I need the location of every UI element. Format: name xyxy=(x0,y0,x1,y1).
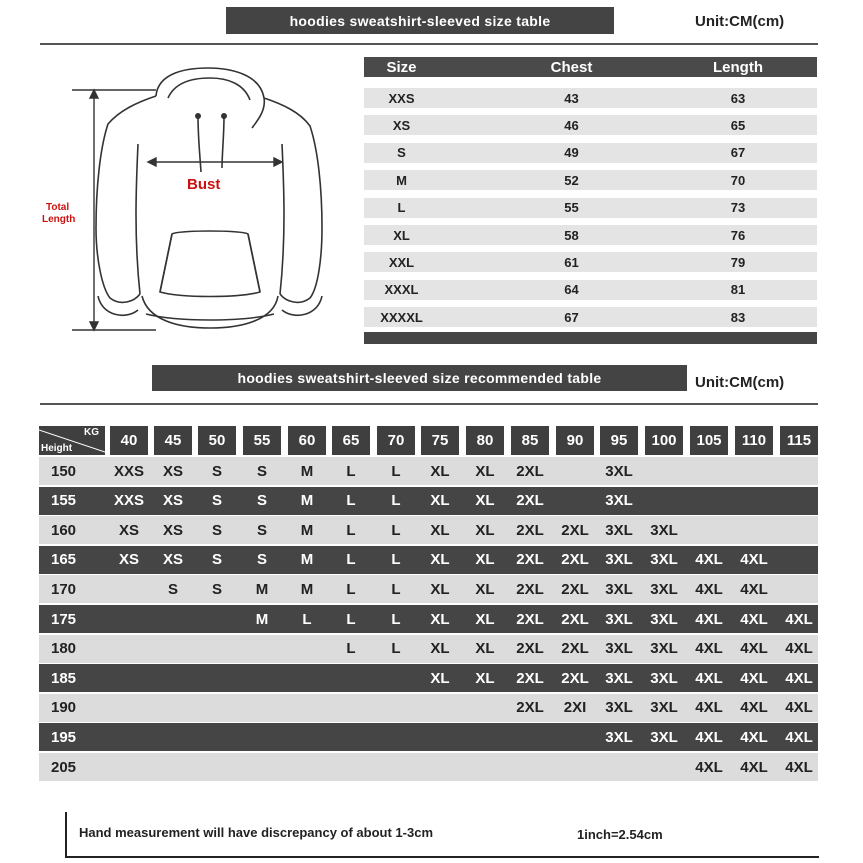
weight-header-cell: 100 xyxy=(645,426,683,455)
size-recommendation-cell xyxy=(194,723,240,751)
size-recommendation-cell: 2XL xyxy=(516,521,544,539)
recommend-table-row xyxy=(39,575,818,603)
weight-header-cell: 60 xyxy=(288,426,326,455)
chest-cell: 46 xyxy=(564,117,579,133)
size-recommendation-cell: L xyxy=(346,610,356,628)
size-recommendation-cell: 3XL xyxy=(650,728,678,746)
size-recommendation-cell: L xyxy=(302,610,312,628)
size-recommendation-cell: L xyxy=(391,462,401,480)
size-recommendation-cell: 4XL xyxy=(740,551,768,569)
size-recommendation-cell: XL xyxy=(430,492,450,510)
size-recommendation-cell xyxy=(239,664,285,692)
size-recommendation-cell: 3XL xyxy=(650,640,678,658)
size-recommendation-cell xyxy=(596,753,642,781)
size-recommendation-cell xyxy=(641,487,687,515)
size-table-header xyxy=(364,57,817,77)
size-recommendation-cell: M xyxy=(300,462,314,480)
length-cell: 83 xyxy=(730,309,746,325)
size-recommendation-cell xyxy=(686,457,732,485)
size-recommendation-cell: S xyxy=(167,580,178,598)
height-cell: 195 xyxy=(51,728,77,746)
size-cell: XXS xyxy=(388,90,415,106)
height-cell: 155 xyxy=(51,492,77,510)
size-recommendation-cell: XL xyxy=(475,610,495,628)
size-recommendation-cell: 4XL xyxy=(695,699,723,717)
size-recommendation-cell xyxy=(641,457,687,485)
size-recommendation-cell: L xyxy=(346,462,356,480)
size-recommendation-cell xyxy=(731,516,777,544)
size-recommendation-cell: 4XL xyxy=(785,610,813,628)
weight-header-cell: 110 xyxy=(735,426,773,455)
size-recommendation-cell xyxy=(462,723,508,751)
chest-column-header: Chest xyxy=(550,58,593,76)
length-cell: 79 xyxy=(730,254,746,270)
size-table-row xyxy=(364,307,817,327)
size-recommendation-cell: 4XL xyxy=(740,610,768,628)
size-recommendation-cell: 2XL xyxy=(561,669,589,687)
size-recommendation-cell: 3XL xyxy=(605,580,633,598)
size-recommendation-cell xyxy=(731,487,777,515)
size-recommendation-cell: 4XL xyxy=(695,640,723,658)
height-cell: 165 xyxy=(51,551,77,569)
total-length-label-line2: Length xyxy=(42,214,76,225)
size-recommendation-cell xyxy=(239,635,285,663)
size-recommendation-cell: 2XL xyxy=(516,640,544,658)
length-cell: 76 xyxy=(730,227,746,243)
size-recommendation-cell: L xyxy=(391,640,401,658)
size-table-row xyxy=(364,88,817,108)
size-table-unit: Unit:CM(cm) xyxy=(695,13,785,30)
size-recommendation-cell xyxy=(106,635,152,663)
size-recommendation-cell: 4XL xyxy=(695,551,723,569)
size-recommendation-cell xyxy=(417,694,463,722)
size-recommendation-cell xyxy=(239,723,285,751)
size-recommendation-cell: 4XL xyxy=(785,669,813,687)
weight-header-cell: 105 xyxy=(690,426,728,455)
recommend-table-row xyxy=(39,457,818,485)
size-recommendation-cell xyxy=(776,546,822,574)
size-recommendation-cell: M xyxy=(255,610,269,628)
weight-header-cell: 45 xyxy=(154,426,192,455)
size-recommendation-cell: S xyxy=(256,492,267,510)
size-cell: S xyxy=(397,145,406,161)
size-recommendation-cell xyxy=(194,635,240,663)
size-recommendation-cell: 4XL xyxy=(740,640,768,658)
size-recommendation-cell: XL xyxy=(475,462,495,480)
size-recommendation-cell: 3XL xyxy=(605,728,633,746)
size-recommendation-cell: XS xyxy=(118,551,139,569)
size-recommendation-cell: XL xyxy=(430,551,450,569)
weight-header-cell: 55 xyxy=(243,426,281,455)
total-length-label-line1: Total xyxy=(46,202,70,213)
bust-label: Bust xyxy=(187,176,221,193)
size-recommendation-cell: XS xyxy=(162,462,183,480)
height-cell: 160 xyxy=(51,521,77,539)
size-recommendation-cell xyxy=(284,753,330,781)
size-cell: XXXXL xyxy=(380,309,423,325)
size-recommendation-cell: 2XI xyxy=(563,699,587,717)
size-recommendation-cell xyxy=(150,664,196,692)
size-recommendation-cell: L xyxy=(391,610,401,628)
size-recommendation-cell: L xyxy=(346,640,356,658)
recommend-table-row xyxy=(39,664,818,692)
size-recommendation-cell: XXS xyxy=(113,492,144,510)
recommend-table-row xyxy=(39,487,818,515)
size-recommendation-cell: XL xyxy=(475,551,495,569)
size-recommendation-cell: 4XL xyxy=(785,728,813,746)
size-recommendation-cell: 4XL xyxy=(740,580,768,598)
size-recommendation-cell: 2XL xyxy=(516,669,544,687)
size-recommendation-cell xyxy=(106,605,152,633)
size-recommendation-cell: XL xyxy=(475,492,495,510)
inch-conversion: 1inch=2.54cm xyxy=(577,827,663,842)
size-recommendation-cell xyxy=(373,664,419,692)
size-recommendation-cell xyxy=(552,457,598,485)
height-cell: 175 xyxy=(51,610,77,628)
size-recommendation-cell xyxy=(150,635,196,663)
size-recommendation-cell: 3XL xyxy=(605,669,633,687)
size-recommendation-cell: 3XL xyxy=(650,580,678,598)
size-table-bottom-bar xyxy=(364,332,817,344)
length-cell: 70 xyxy=(730,172,746,188)
chest-cell: 61 xyxy=(564,254,579,270)
size-table-row xyxy=(364,280,817,300)
size-recommendation-cell xyxy=(507,753,553,781)
size-recommendation-cell: 3XL xyxy=(605,521,633,539)
chest-cell: 67 xyxy=(564,309,579,325)
height-cell: 150 xyxy=(51,462,77,480)
size-recommendation-cell xyxy=(417,753,463,781)
size-recommendation-cell: XL xyxy=(430,669,450,687)
size-recommendation-cell xyxy=(150,723,196,751)
size-recommendation-cell: S xyxy=(211,580,222,598)
size-recommendation-cell: XL xyxy=(430,580,450,598)
size-recommendation-cell xyxy=(462,753,508,781)
recommend-table-row xyxy=(39,694,818,722)
weight-header-cell: 70 xyxy=(377,426,415,455)
size-recommendation-cell xyxy=(373,723,419,751)
size-recommendation-cell xyxy=(106,694,152,722)
size-recommendation-cell: 2XL xyxy=(516,610,544,628)
mid-divider xyxy=(40,403,818,405)
size-recommendation-cell xyxy=(686,487,732,515)
size-recommendation-cell: 4XL xyxy=(695,728,723,746)
size-recommendation-cell: XS xyxy=(162,551,183,569)
recommend-table-row xyxy=(39,635,818,663)
size-recommendation-cell: 2XL xyxy=(516,551,544,569)
chest-cell: 49 xyxy=(564,145,579,161)
size-recommendation-cell: XS xyxy=(162,521,183,539)
length-column-header: Length xyxy=(713,58,763,76)
height-cell: 170 xyxy=(51,580,77,598)
size-recommendation-cell: S xyxy=(256,521,267,539)
size-cell: XS xyxy=(392,117,411,133)
size-recommendation-cell: 3XL xyxy=(605,462,633,480)
size-recommendation-cell xyxy=(776,457,822,485)
size-recommendation-cell: 2XL xyxy=(561,610,589,628)
height-cell: 180 xyxy=(51,640,77,658)
size-cell: L xyxy=(397,200,406,216)
size-recommendation-cell: XL xyxy=(475,521,495,539)
corner-kg-label: KG xyxy=(84,427,99,438)
height-weight-corner xyxy=(39,426,105,455)
size-recommendation-cell xyxy=(462,694,508,722)
size-recommendation-cell xyxy=(373,694,419,722)
size-recommendation-cell: 3XL xyxy=(650,699,678,717)
size-recommendation-cell xyxy=(552,487,598,515)
size-recommendation-cell xyxy=(194,605,240,633)
hoodie-diagram xyxy=(38,58,338,343)
size-recommendation-cell: XS xyxy=(118,521,139,539)
size-recommendation-cell: L xyxy=(391,521,401,539)
size-recommendation-cell: XL xyxy=(430,640,450,658)
size-recommendation-cell xyxy=(328,723,374,751)
weight-header-cell: 65 xyxy=(332,426,370,455)
size-cell: XXXL xyxy=(384,282,419,298)
size-recommendation-cell: 3XL xyxy=(605,640,633,658)
weight-header-cell: 50 xyxy=(198,426,236,455)
size-recommendation-cell: 4XL xyxy=(695,758,723,776)
size-cell: M xyxy=(396,172,407,188)
size-recommendation-cell: M xyxy=(300,580,314,598)
recommend-table-row xyxy=(39,516,818,544)
weight-header-cell: 40 xyxy=(110,426,148,455)
size-recommendation-cell xyxy=(150,605,196,633)
size-recommendation-cell: 4XL xyxy=(740,728,768,746)
length-cell: 65 xyxy=(730,117,746,133)
size-recommendation-cell: 2XL xyxy=(561,521,589,539)
size-recommendation-cell xyxy=(239,694,285,722)
size-recommendation-cell xyxy=(150,753,196,781)
size-recommendation-cell: 3XL xyxy=(605,551,633,569)
size-recommendation-cell: XL xyxy=(430,610,450,628)
size-recommendation-cell: S xyxy=(256,462,267,480)
size-recommendation-cell: 2XL xyxy=(516,699,544,717)
size-recommendation-cell xyxy=(284,723,330,751)
size-recommendation-cell: M xyxy=(300,551,314,569)
size-recommendation-cell xyxy=(284,635,330,663)
size-cell: XXL xyxy=(388,254,415,270)
size-recommendation-cell xyxy=(194,664,240,692)
recommend-table-row xyxy=(39,753,818,781)
size-recommendation-cell xyxy=(284,664,330,692)
size-recommendation-cell: XL xyxy=(430,462,450,480)
size-recommendation-cell: 3XL xyxy=(650,521,678,539)
size-table-row xyxy=(364,170,817,190)
size-recommendation-cell xyxy=(552,723,598,751)
size-recommendation-cell: M xyxy=(300,521,314,539)
size-table-row xyxy=(364,198,817,218)
weight-header-cell: 90 xyxy=(556,426,594,455)
height-cell: 190 xyxy=(51,699,77,717)
size-recommendation-cell: 4XL xyxy=(695,669,723,687)
size-table-row xyxy=(364,252,817,272)
length-cell: 81 xyxy=(730,282,746,298)
size-recommendation-cell xyxy=(106,723,152,751)
size-recommendation-cell xyxy=(731,457,777,485)
size-recommendation-cell: 4XL xyxy=(740,758,768,776)
recommend-table-row xyxy=(39,546,818,574)
size-table-row xyxy=(364,143,817,163)
size-recommendation-cell: 3XL xyxy=(605,492,633,510)
size-recommendation-cell: 4XL xyxy=(695,610,723,628)
recommend-table-row xyxy=(39,723,818,751)
size-recommendation-cell: 4XL xyxy=(785,640,813,658)
size-recommendation-cell xyxy=(641,753,687,781)
length-cell: 63 xyxy=(730,90,746,106)
size-recommendation-cell: 4XL xyxy=(785,758,813,776)
size-recommendation-cell xyxy=(106,575,152,603)
top-divider xyxy=(40,43,818,45)
size-recommendation-cell: S xyxy=(211,492,222,510)
size-recommendation-cell: M xyxy=(300,492,314,510)
size-recommendation-cell: 2XL xyxy=(516,462,544,480)
corner-height-label: Height xyxy=(41,443,73,454)
size-recommendation-cell: L xyxy=(391,580,401,598)
size-recommendation-cell xyxy=(507,723,553,751)
size-recommendation-cell: L xyxy=(346,580,356,598)
weight-header-cell: 85 xyxy=(511,426,549,455)
weight-header-cell: 75 xyxy=(421,426,459,455)
size-recommendation-cell xyxy=(106,664,152,692)
size-recommendation-cell: S xyxy=(211,551,222,569)
size-recommendation-cell: L xyxy=(346,551,356,569)
size-recommendation-cell xyxy=(150,694,196,722)
size-recommendation-cell xyxy=(284,694,330,722)
size-recommendation-cell xyxy=(194,694,240,722)
length-cell: 67 xyxy=(730,145,746,161)
size-recommendation-cell: XL xyxy=(475,669,495,687)
size-recommendation-cell xyxy=(776,516,822,544)
size-recommendation-cell: L xyxy=(391,551,401,569)
size-recommendation-cell: 3XL xyxy=(650,669,678,687)
recommend-table-title: hoodies sweatshirt-sleeved size recommended table xyxy=(152,365,687,391)
size-recommendation-cell: S xyxy=(211,521,222,539)
size-recommendation-cell: XXS xyxy=(113,462,144,480)
size-recommendation-cell: 3XL xyxy=(650,610,678,628)
length-cell: 73 xyxy=(730,200,746,216)
size-table-row xyxy=(364,225,817,245)
size-recommendation-cell xyxy=(776,487,822,515)
size-recommendation-cell xyxy=(328,664,374,692)
size-recommendation-cell: 4XL xyxy=(785,699,813,717)
size-recommendation-cell: 2XL xyxy=(516,580,544,598)
chest-cell: 52 xyxy=(564,172,579,188)
size-recommendation-cell: 4XL xyxy=(740,669,768,687)
size-recommendation-cell: XL xyxy=(475,640,495,658)
height-cell: 185 xyxy=(51,669,77,687)
size-recommendation-cell: L xyxy=(391,492,401,510)
weight-header-cell: 115 xyxy=(780,426,818,455)
measurement-note: Hand measurement will have discrepancy of about 1-3cm xyxy=(79,825,434,840)
size-recommendation-cell: 2XL xyxy=(561,551,589,569)
recommend-table-row xyxy=(39,605,818,633)
size-recommendation-cell: S xyxy=(256,551,267,569)
size-recommendation-cell xyxy=(686,516,732,544)
size-table-title: hoodies sweatshirt-sleeved size table xyxy=(226,7,614,34)
size-recommendation-cell: 3XL xyxy=(650,551,678,569)
weight-header-cell: 95 xyxy=(600,426,638,455)
height-cell: 205 xyxy=(51,758,77,776)
size-recommendation-cell: 3XL xyxy=(605,699,633,717)
size-table-row xyxy=(364,115,817,135)
hoodie-illustration xyxy=(38,58,338,343)
size-recommendation-cell: XL xyxy=(475,580,495,598)
size-recommendation-cell: 2XL xyxy=(516,492,544,510)
size-recommendation-cell: 2XL xyxy=(561,640,589,658)
size-recommendation-cell xyxy=(776,575,822,603)
size-recommendation-cell: 4XL xyxy=(740,699,768,717)
chest-cell: 64 xyxy=(564,282,579,298)
size-recommendation-cell: L xyxy=(346,492,356,510)
size-recommendation-cell: S xyxy=(211,462,222,480)
size-recommendation-cell xyxy=(328,753,374,781)
size-column-header: Size xyxy=(386,58,417,76)
size-recommendation-cell: L xyxy=(346,521,356,539)
size-recommendation-cell: XS xyxy=(162,492,183,510)
chest-cell: 55 xyxy=(564,200,579,216)
chest-cell: 43 xyxy=(564,90,579,106)
size-recommendation-cell xyxy=(239,753,285,781)
size-recommendation-cell: M xyxy=(255,580,269,598)
size-recommendation-cell: 3XL xyxy=(605,610,633,628)
weight-header-cell: 80 xyxy=(466,426,504,455)
size-recommendation-cell xyxy=(194,753,240,781)
chest-cell: 58 xyxy=(564,227,579,243)
recommend-table-unit: Unit:CM(cm) xyxy=(695,374,785,391)
size-recommendation-cell xyxy=(417,723,463,751)
size-recommendation-cell xyxy=(328,694,374,722)
size-recommendation-cell: 4XL xyxy=(695,580,723,598)
size-recommendation-cell: XL xyxy=(430,521,450,539)
size-recommendation-cell xyxy=(373,753,419,781)
size-recommendation-cell xyxy=(106,753,152,781)
size-cell: XL xyxy=(393,227,410,243)
size-recommendation-cell xyxy=(552,753,598,781)
size-recommendation-cell: 2XL xyxy=(561,580,589,598)
